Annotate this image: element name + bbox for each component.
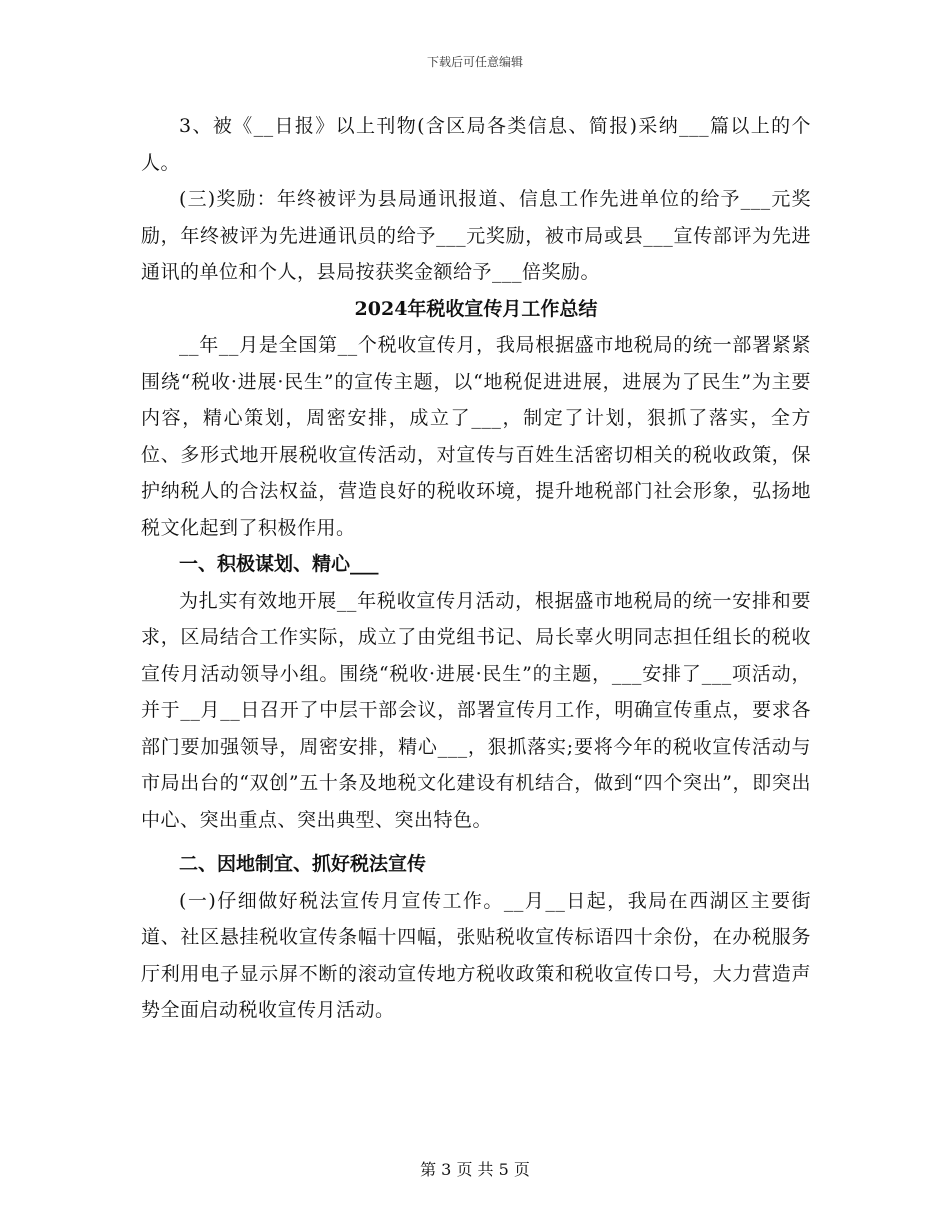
paragraph-publicity: (一)仔细做好税法宣传月宣传工作。__月__日起，我局在西湖区主要街道、社区悬挂税收宣传条幅十四幅，张贴税收宣传标语四十余份，在办税服务厅利用电子显示屏不断的滚动宣传地方税收政策和税收宣传口号，大力营造声势全面启动税收宣传月活动。	[141, 889, 811, 1021]
paragraph-rewards: (三)奖励：年终被评为县局通讯报道、信息工作先进单位的给予___元奖励，年终被评为先进通讯员的给予___元奖励，被市局或县___宣传部评为先进通讯的单位和个人，县局按获奖金额给予___倍奖励。	[141, 188, 811, 283]
section-heading-1: 一、积极谋划、精心___	[179, 553, 379, 575]
page-header-note: 下载后可任意编辑	[426, 55, 523, 69]
paragraph-planning: 为扎实有效地开展__年税收宣传月活动，根据盛市地税局的统一安排和要求，区局结合工作实际，成立了由党组书记、局长辜火明同志担任组长的税收宣传月活动领导小组。围绕“税收·进展·民生”的主题，___安排了___项活动，并于__月__日召开了中层干部会议，部署宣传月工作，明确宣传重点，要求各部门要加强领导，周密安排，精心___，狠抓落实;要将今年的税收宣传活动与市局出台的“双创”五十条及地税文化建设有机结合，做到“四个突出”，即突出中心、突出重点、突出典型、突出特色。	[141, 589, 811, 831]
paragraph-award-criteria: 3、被《__日报》以上刊物(含区局各类信息、简报)采纳___篇以上的个人。	[141, 115, 811, 174]
section-heading-2: 二、因地制宜、抓好税法宣传	[179, 853, 427, 875]
page-number: 第 3 页 共 5 页	[420, 1160, 530, 1179]
document-body	[141, 108, 811, 1029]
document-title: 2024年税收宣传月工作总结	[354, 297, 598, 320]
paragraph-intro: __年__月是全国第__个税收宣传月，我局根据盛市地税局的统一部署紧紧围绕“税收·进展·民生”的宣传主题，以“地税促进进展，进展为了民生”为主要内容，精心策划，周密安排，成立了___，制定了计划，狠抓了落实，全方位、多形式地开展税收宣传活动，对宣传与百姓生活密切相关的税收政策，保护纳税人的合法权益，营造良好的税收环境，提升地税部门社会形象，弘扬地税文化起到了积极作用。	[141, 334, 811, 539]
